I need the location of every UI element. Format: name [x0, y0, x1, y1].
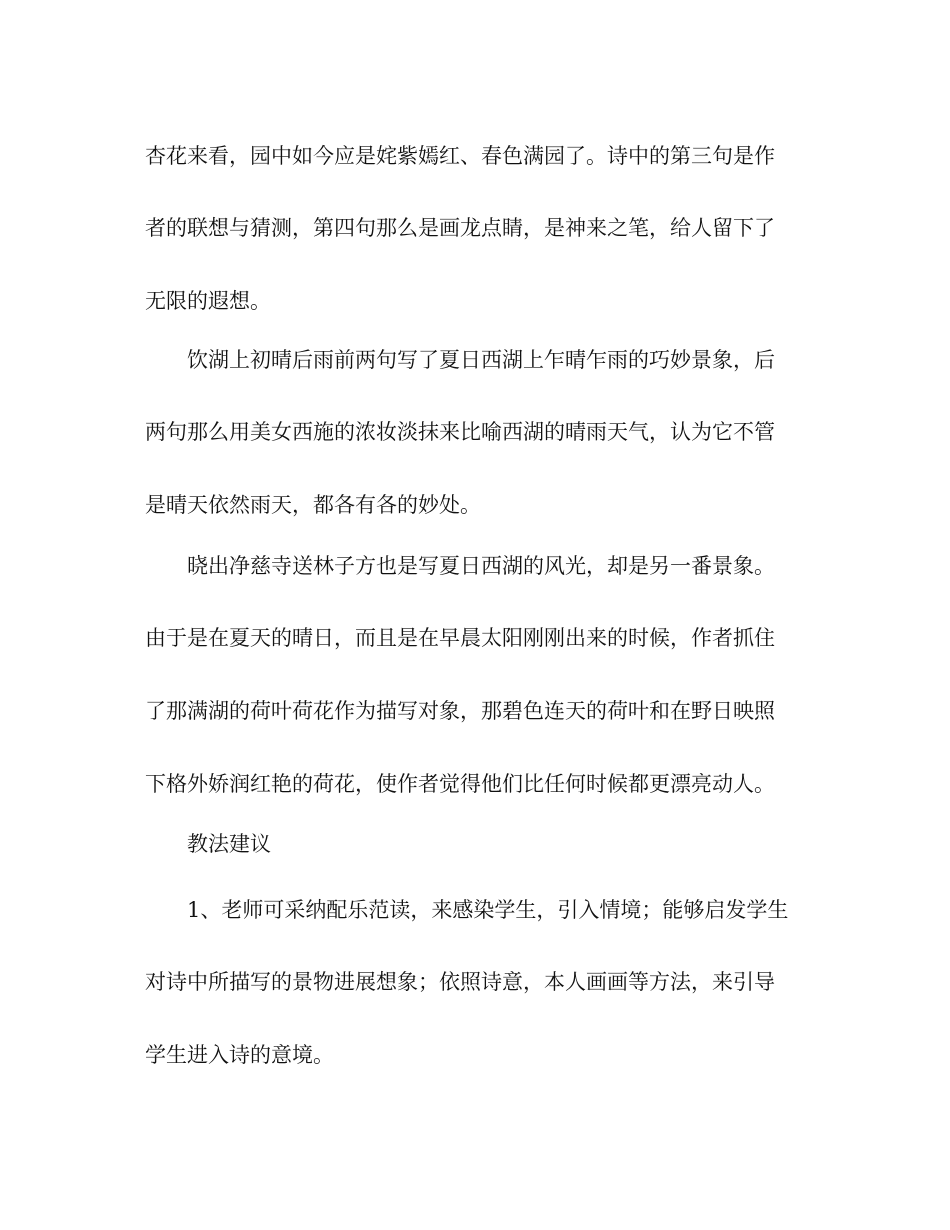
text-line-14: 学生进入诗的意境。	[145, 1043, 334, 1067]
text-line-8: 由于是在夏天的晴日，而且是在早晨太阳刚刚出来的时候，作者抓住	[145, 626, 775, 650]
text-line-5: 两句那么用美女西施的浓妆淡抹来比喻西湖的晴雨天气，认为它不管	[145, 420, 775, 444]
text-line-9: 了那满湖的荷叶荷花作为描写对象，那碧色连天的荷叶和在野日映照	[145, 699, 775, 723]
text-line-12: 1、老师可采纳配乐范读，来感染学生，引入情境；能够启发学生	[187, 898, 789, 922]
text-line-3: 无限的遐想。	[145, 289, 271, 313]
text-line-6: 是晴天依然雨天，都各有各的妙处。	[145, 493, 481, 517]
text-line-7: 晓出净慈寺送林子方也是写夏日西湖的风光，却是另一番景象。	[187, 554, 775, 578]
text-line-4: 饮湖上初晴后雨前两句写了夏日西湖上乍晴乍雨的巧妙景象，后	[187, 348, 775, 372]
text-line-2: 者的联想与猜测，第四句那么是画龙点睛，是神来之笔，给人留下了	[145, 216, 775, 240]
text-line-13: 对诗中所描写的景物进展想象；依照诗意，本人画画等方法，来引导	[145, 970, 775, 994]
text-line-1: 杏花来看，园中如今应是姹紫嫣红、春色满园了。诗中的第三句是作	[145, 144, 775, 168]
section-heading: 教法建议	[187, 832, 271, 856]
text-line-10: 下格外娇润红艳的荷花，使作者觉得他们比任何时候都更漂亮动人。	[145, 772, 775, 796]
